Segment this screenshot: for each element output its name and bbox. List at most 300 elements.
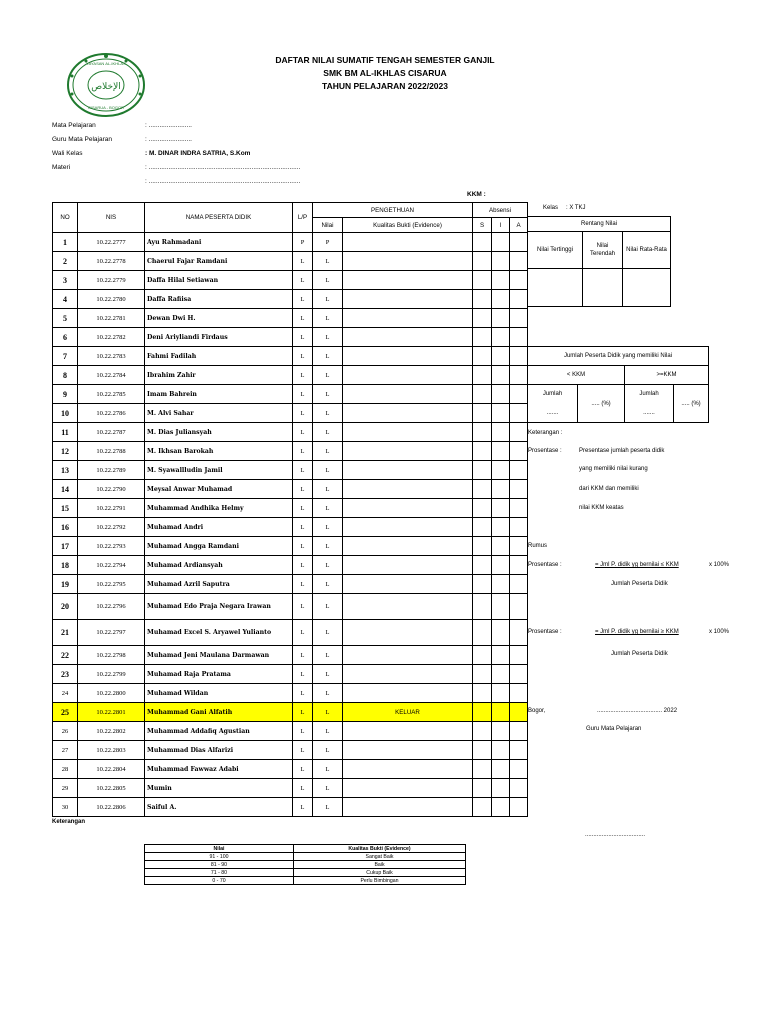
denom-1: Jumlah Peserta Didik	[611, 581, 668, 587]
grades-table	[52, 202, 528, 817]
row-name: Muhamad Andri	[145, 518, 293, 537]
table-row	[53, 499, 528, 518]
table-row	[53, 741, 528, 760]
table-row	[53, 385, 528, 404]
col-nilai: Nilai	[313, 218, 343, 233]
row-i	[492, 575, 510, 594]
guru-label: Guru Mata Pelajaran	[52, 136, 112, 143]
wali-value: : M. DINAR INDRA SATRIA, S.Kom	[145, 150, 251, 157]
row-i	[492, 760, 510, 779]
row-name: Muhammad Dias Alfarizi	[145, 741, 293, 760]
row-no: 14	[53, 480, 78, 499]
row-nilai: L	[313, 575, 343, 594]
table-row	[53, 646, 528, 665]
row-s	[473, 385, 492, 404]
row-i	[492, 423, 510, 442]
row-no: 22	[53, 646, 78, 665]
row-lp: L	[293, 366, 313, 385]
row-a	[510, 442, 528, 461]
row-kualitas	[343, 779, 473, 798]
row-lp: L	[293, 575, 313, 594]
row-a	[510, 779, 528, 798]
row-lp: L	[293, 594, 313, 620]
row-name: M. Dias Juliansyah	[145, 423, 293, 442]
row-s	[473, 575, 492, 594]
row-no: 4	[53, 290, 78, 309]
row-kualitas	[343, 347, 473, 366]
pros-text-4: nilai KKM keatas	[579, 505, 624, 511]
row-a	[510, 741, 528, 760]
row-s	[473, 798, 492, 817]
row-lp: L	[293, 798, 313, 817]
row-lp: L	[293, 518, 313, 537]
doc-title: DAFTAR NILAI SUMATIF TENGAH SEMESTER GANJIL	[275, 55, 495, 65]
table-row	[53, 620, 528, 646]
pct-lt: ..... (%)	[578, 385, 625, 423]
legend-quality: Sangat Baik	[294, 853, 466, 861]
row-s	[473, 722, 492, 741]
row-i	[492, 646, 510, 665]
row-a	[510, 290, 528, 309]
row-name: Muhamad Ardiansyah	[145, 556, 293, 575]
row-nis: 10.22.2784	[78, 366, 145, 385]
row-lp: L	[293, 760, 313, 779]
row-i	[492, 366, 510, 385]
row-a	[510, 798, 528, 817]
kkm-label: KKM :	[467, 191, 486, 198]
row-i	[492, 703, 510, 722]
row-a	[510, 537, 528, 556]
row-i	[492, 328, 510, 347]
row-a	[510, 722, 528, 741]
row-a	[510, 404, 528, 423]
row-s	[473, 442, 492, 461]
row-nilai: L	[313, 461, 343, 480]
row-s	[473, 271, 492, 290]
row-i	[492, 722, 510, 741]
row-s	[473, 252, 492, 271]
row-lp: L	[293, 347, 313, 366]
row-name: Muhamad Azril Saputra	[145, 575, 293, 594]
row-s	[473, 703, 492, 722]
row-nilai: L	[313, 722, 343, 741]
pros-text-3: dari KKM dan memiliki	[579, 486, 639, 492]
row-i	[492, 347, 510, 366]
row-s	[473, 233, 492, 252]
row-a	[510, 620, 528, 646]
row-name: Ayu Rahmadani	[145, 233, 293, 252]
row-a	[510, 385, 528, 404]
row-nis: 10.22.2783	[78, 347, 145, 366]
row-i	[492, 309, 510, 328]
row-no: 10	[53, 404, 78, 423]
row-nis: 10.22.2794	[78, 556, 145, 575]
row-lp: L	[293, 620, 313, 646]
row-no: 8	[53, 366, 78, 385]
row-kualitas	[343, 404, 473, 423]
row-nilai: L	[313, 347, 343, 366]
materi-value-2: : ....................................................................................	[145, 178, 301, 185]
row-nis: 10.22.2793	[78, 537, 145, 556]
row-kualitas	[343, 722, 473, 741]
row-lp: L	[293, 290, 313, 309]
col-a: A	[510, 218, 528, 233]
row-s	[473, 309, 492, 328]
row-s	[473, 646, 492, 665]
row-kualitas	[343, 385, 473, 404]
table-row	[53, 665, 528, 684]
row-nilai: L	[313, 385, 343, 404]
row-nilai: L	[313, 556, 343, 575]
row-nilai: L	[313, 366, 343, 385]
row-s	[473, 347, 492, 366]
table-row	[53, 404, 528, 423]
rentang-table	[527, 216, 671, 307]
row-nilai: L	[313, 404, 343, 423]
row-no: 21	[53, 620, 78, 646]
keterangan-right: Keterangan :	[528, 430, 563, 436]
row-a	[510, 328, 528, 347]
row-lp: L	[293, 722, 313, 741]
x100-2: x 100%	[709, 629, 730, 635]
table-row	[53, 366, 528, 385]
col-pengetahuan: PENGETHUAN	[313, 203, 473, 218]
row-i	[492, 233, 510, 252]
x100-1: x 100%	[709, 562, 730, 568]
row-nis: 10.22.2779	[78, 271, 145, 290]
table-row	[53, 233, 528, 252]
row-nilai: L	[313, 684, 343, 703]
table-row	[53, 703, 528, 722]
school-name: SMK BM AL-IKHLAS CISARUA	[323, 68, 447, 78]
row-no: 29	[53, 779, 78, 798]
school-year: TAHUN PELAJARAN 2022/2023	[322, 81, 448, 91]
table-row	[53, 423, 528, 442]
jumlah-lt: Jumlah	[528, 385, 578, 404]
row-i	[492, 741, 510, 760]
row-i	[492, 461, 510, 480]
table-row	[53, 556, 528, 575]
dots-ge: .......	[625, 404, 674, 423]
row-lp: L	[293, 461, 313, 480]
table-row	[53, 328, 528, 347]
row-no: 11	[53, 423, 78, 442]
row-no: 3	[53, 271, 78, 290]
legend-range: 71 - 80	[145, 869, 294, 877]
row-name: M. Ikhsan Barokah	[145, 442, 293, 461]
row-kualitas	[343, 594, 473, 620]
row-kualitas	[343, 518, 473, 537]
row-a	[510, 646, 528, 665]
row-name: Chaerul Fajar Ramdani	[145, 252, 293, 271]
row-no: 6	[53, 328, 78, 347]
row-s	[473, 537, 492, 556]
rumus-label: Rumus	[528, 543, 548, 549]
row-name: Muhamad Angga Ramdani	[145, 537, 293, 556]
row-name: Meysal Anwar Muhamad	[145, 480, 293, 499]
row-name: Muhammad Fawwaz Adabi	[145, 760, 293, 779]
row-lp: L	[293, 271, 313, 290]
row-kualitas	[343, 442, 473, 461]
row-a	[510, 518, 528, 537]
row-kualitas	[343, 461, 473, 480]
row-no: 1	[53, 233, 78, 252]
table-row	[53, 594, 528, 620]
row-s	[473, 665, 492, 684]
row-i	[492, 499, 510, 518]
row-nis: 10.22.2805	[78, 779, 145, 798]
table-row	[53, 461, 528, 480]
row-nilai: L	[313, 537, 343, 556]
row-kualitas	[343, 328, 473, 347]
row-name: Daffa Rafiisa	[145, 290, 293, 309]
row-a	[510, 760, 528, 779]
row-kualitas	[343, 741, 473, 760]
row-no: 23	[53, 665, 78, 684]
row-a	[510, 684, 528, 703]
row-a	[510, 233, 528, 252]
row-name: Muhamad Wildan	[145, 684, 293, 703]
row-lp: L	[293, 423, 313, 442]
row-kualitas	[343, 556, 473, 575]
row-i	[492, 442, 510, 461]
kelas-value: : X TKJ	[566, 205, 586, 211]
row-i	[492, 480, 510, 499]
row-kualitas	[343, 620, 473, 646]
nilai-terendah	[583, 232, 623, 269]
legend-quality: Baik	[294, 861, 466, 869]
table-row	[53, 537, 528, 556]
row-nis: 10.22.2799	[78, 665, 145, 684]
row-nilai: L	[313, 798, 343, 817]
row-lp: L	[293, 703, 313, 722]
row-no: 5	[53, 309, 78, 328]
row-kualitas	[343, 233, 473, 252]
school-logo	[66, 52, 146, 118]
date-line: ....................................... 2022	[597, 708, 678, 714]
row-no: 19	[53, 575, 78, 594]
row-no: 27	[53, 741, 78, 760]
formula-lt: = Jml P. didik yg bernilai ≤ KKM	[595, 562, 679, 568]
nilai-tertinggi: Nilai Tertinggi	[528, 232, 583, 269]
guru-signature-label: Guru Mata Pelajaran	[586, 726, 642, 732]
row-s	[473, 518, 492, 537]
row-no: 12	[53, 442, 78, 461]
row-kualitas	[343, 366, 473, 385]
row-nis: 10.22.2801	[78, 703, 145, 722]
row-kualitas	[343, 537, 473, 556]
row-name: Muhammad Gani Alfatih	[145, 703, 293, 722]
row-a	[510, 556, 528, 575]
col-no: NO	[53, 203, 78, 233]
row-kualitas	[343, 798, 473, 817]
nilai-terendah-l1: Nilai	[596, 243, 609, 249]
row-lp: L	[293, 252, 313, 271]
jumlah-title: Jumlah Peserta Didik yang memiliki Nilai	[528, 347, 709, 366]
row-kualitas	[343, 646, 473, 665]
row-lp: L	[293, 646, 313, 665]
row-a	[510, 461, 528, 480]
row-kualitas	[343, 499, 473, 518]
legend-range: 81 - 90	[145, 861, 294, 869]
row-name: Muhammad Addafiq Agustian	[145, 722, 293, 741]
pct-ge: ..... (%)	[674, 385, 709, 423]
mapel-label: Mata Pelajaran	[52, 122, 96, 129]
row-nis: 10.22.2789	[78, 461, 145, 480]
row-name: Saiful A.	[145, 798, 293, 817]
row-name: Deni Ariyliandi Firdaus	[145, 328, 293, 347]
row-nis: 10.22.2804	[78, 760, 145, 779]
row-no: 20	[53, 594, 78, 620]
row-i	[492, 271, 510, 290]
row-name: Fahmi Fadilah	[145, 347, 293, 366]
row-i	[492, 537, 510, 556]
row-kualitas	[343, 309, 473, 328]
row-no: 26	[53, 722, 78, 741]
lt-kkm: < KKM	[528, 366, 625, 385]
row-lp: L	[293, 309, 313, 328]
row-i	[492, 594, 510, 620]
table-row	[53, 271, 528, 290]
kelas-label: Kelas	[543, 205, 559, 211]
table-row	[53, 779, 528, 798]
row-nilai: L	[313, 779, 343, 798]
guru-value: : ........................	[145, 136, 192, 143]
row-nilai: L	[313, 423, 343, 442]
pros-text-2: yang memiliki nilai kurang	[579, 466, 648, 472]
table-row	[53, 480, 528, 499]
row-i	[492, 290, 510, 309]
row-nilai: L	[313, 480, 343, 499]
row-s	[473, 684, 492, 703]
row-kualitas	[343, 423, 473, 442]
row-no: 30	[53, 798, 78, 817]
row-nis: 10.22.2778	[78, 252, 145, 271]
row-lp: L	[293, 741, 313, 760]
row-name: Ibrahim Zahir	[145, 366, 293, 385]
col-s: S	[473, 218, 492, 233]
col-i: I	[492, 218, 510, 233]
row-nilai: L	[313, 665, 343, 684]
table-row	[53, 722, 528, 741]
row-nis: 10.22.2798	[78, 646, 145, 665]
row-kualitas	[343, 760, 473, 779]
row-a	[510, 575, 528, 594]
row-kualitas	[343, 575, 473, 594]
materi-label: Materi	[52, 164, 71, 171]
row-nis: 10.22.2795	[78, 575, 145, 594]
row-nis: 10.22.2800	[78, 684, 145, 703]
row-i	[492, 518, 510, 537]
row-nilai: L	[313, 309, 343, 328]
row-nilai: L	[313, 703, 343, 722]
row-kualitas	[343, 290, 473, 309]
col-absensi: Absensi	[473, 203, 528, 218]
prosentase-label: Prosentase :	[528, 448, 562, 454]
rentang-title: Rentang Nilai	[528, 217, 671, 232]
row-a	[510, 252, 528, 271]
row-lp: L	[293, 404, 313, 423]
row-name: Imam Bahrein	[145, 385, 293, 404]
col-nis: NIS	[78, 203, 145, 233]
row-a	[510, 499, 528, 518]
row-i	[492, 798, 510, 817]
row-i	[492, 404, 510, 423]
logo-top-text: YAYASAN AL-IKHLAS	[86, 61, 126, 66]
prosentase-label-2: Prosentase :	[528, 562, 562, 568]
row-s	[473, 594, 492, 620]
row-kualitas	[343, 480, 473, 499]
row-s	[473, 404, 492, 423]
row-nilai: L	[313, 252, 343, 271]
row-lp: L	[293, 480, 313, 499]
row-no: 2	[53, 252, 78, 271]
row-lp: L	[293, 442, 313, 461]
dots-lt: .......	[528, 404, 578, 423]
row-s	[473, 499, 492, 518]
row-no: 24	[53, 684, 78, 703]
row-name: Mumin	[145, 779, 293, 798]
row-nis: 10.22.2777	[78, 233, 145, 252]
mapel-value: : ........................	[145, 122, 192, 129]
row-s	[473, 480, 492, 499]
row-nis: 10.22.2803	[78, 741, 145, 760]
row-i	[492, 684, 510, 703]
row-no: 16	[53, 518, 78, 537]
table-row	[53, 252, 528, 271]
row-no: 13	[53, 461, 78, 480]
row-i	[492, 252, 510, 271]
nilai-rata: Nilai Rata-Rata	[623, 232, 671, 269]
row-nis: 10.22.2788	[78, 442, 145, 461]
keterangan-label: Keterangan	[52, 819, 86, 825]
table-row	[53, 575, 528, 594]
row-a	[510, 271, 528, 290]
row-nilai: L	[313, 760, 343, 779]
row-i	[492, 620, 510, 646]
row-name: Daffa Hilal Setiawan	[145, 271, 293, 290]
row-nis: 10.22.2790	[78, 480, 145, 499]
row-a	[510, 423, 528, 442]
col-kualitas: Kualitas Bukti (Evidence)	[343, 218, 473, 233]
table-row	[53, 684, 528, 703]
row-nilai: L	[313, 442, 343, 461]
nilai-terendah-l2: Terendah	[589, 251, 616, 257]
legend-col-kualitas: Kualitas Bukti (Evidence)	[294, 845, 466, 853]
row-name: Dewan Dwi H.	[145, 309, 293, 328]
row-kualitas	[343, 271, 473, 290]
row-nis: 10.22.2802	[78, 722, 145, 741]
row-no: 17	[53, 537, 78, 556]
row-s	[473, 779, 492, 798]
row-i	[492, 779, 510, 798]
row-s	[473, 328, 492, 347]
logo-bottom-text: CISARUA - BOGOR	[87, 105, 125, 110]
row-kualitas	[343, 252, 473, 271]
pros-text-1: Presentase jumlah peserta didik	[579, 448, 665, 454]
row-name: Muhammad Andhika Helmy	[145, 499, 293, 518]
row-nis: 10.22.2780	[78, 290, 145, 309]
ge-kkm: >=KKM	[625, 366, 709, 385]
materi-value: : ....................................................................................	[145, 164, 301, 171]
col-nama: NAMA PESERTA DIDIK	[145, 203, 293, 233]
row-a	[510, 347, 528, 366]
row-a	[510, 366, 528, 385]
row-lp: L	[293, 537, 313, 556]
formula-ge: = Jml P. didik yg bernilai ≥ KKM	[595, 629, 679, 635]
legend-quality: Cukup Baik	[294, 869, 466, 877]
table-row	[53, 518, 528, 537]
